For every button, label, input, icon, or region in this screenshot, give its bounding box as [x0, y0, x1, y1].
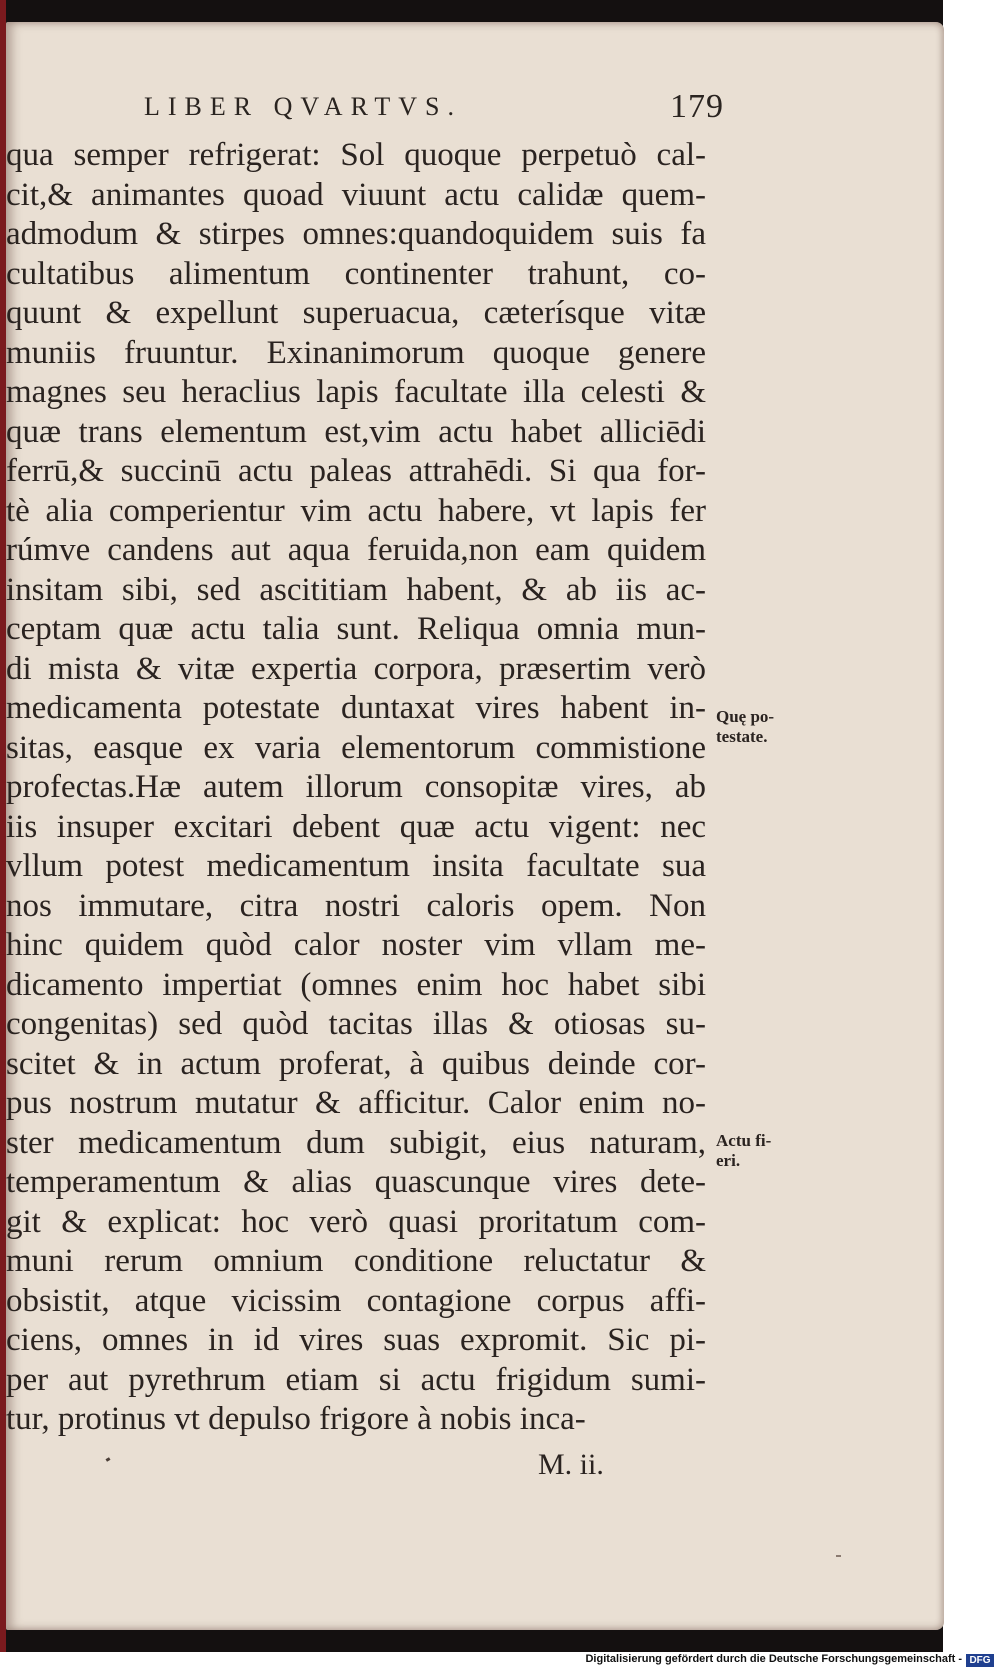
text-line: rúmve candens aut aqua feruida,non eam quidem	[6, 532, 706, 568]
text-line: ster medicamentum dum subigit, eius naturam,	[6, 1124, 706, 1161]
dfg-logo-badge: DFG	[966, 1654, 994, 1667]
text-line: per aut pyrethrum etiam si actu frigidum sumi-	[6, 1361, 706, 1398]
funding-notice: Digitalisierung gefördert durch die Deutsche Forschungsgemeinschaft -	[585, 1653, 962, 1665]
text-line: muniis fruuntur. Exinanimorum quoque genere	[6, 334, 706, 371]
text-line: tè alia comperientur vim actu habere, vt lapis fer	[6, 492, 706, 529]
text-line: admodum & stirpes omnes:quandoquidem suis fa	[6, 216, 706, 252]
marginal-note	[716, 1131, 771, 1171]
text-line: ferrū,& succinū actu paleas attrahēdi. Si qua for-	[6, 453, 706, 489]
text-line: muni rerum omnium conditione reluctatur &	[6, 1243, 706, 1279]
text-line: qua semper refrigerat: Sol quoque perpetuò cal-	[6, 137, 706, 173]
text-line: congenitas) sed quòd tacitas illas & otiosas su-	[6, 1006, 706, 1042]
text-line: profectas.Hæ autem illorum consopitæ vires, ab	[6, 769, 706, 805]
text-line: medicamenta potestate duntaxat vires habent in-	[6, 690, 706, 726]
text-line: hinc quidem quòd calor noster vim vllam me-	[6, 927, 706, 963]
text-line: dicamento impertiat (omnes enim hoc habet sibi	[6, 966, 706, 1003]
text-line: ceptam quæ actu talia sunt. Reliqua omnia mun-	[6, 611, 706, 647]
text-line: pus nostrum mutatur & afficitur. Calor enim no-	[6, 1085, 706, 1121]
marginal-note-line: Actu fi-	[716, 1131, 772, 1150]
text-line: vllum potest medicamentum insita facultate sua	[6, 848, 706, 884]
ink-speck	[836, 1555, 841, 1557]
text-line: quunt & expellunt superuacua, cæterísque vitæ	[6, 295, 706, 331]
text-line: di mista & vitæ expertia corpora, præsertim verò	[6, 650, 706, 687]
text-line: sitas, easque ex varia elementorum commistione	[6, 729, 706, 766]
text-line: insitam sibi, sed ascititiam habent, & ab iis ac-	[6, 571, 706, 608]
text-line: cit,& animantes quoad viuunt actu calidæ quem-	[6, 176, 706, 213]
text-line: tur, protinus vt depulso frigore à nobis inca-	[6, 1401, 586, 1437]
page-header	[144, 88, 724, 132]
text-line: iis insuper excitari debent quæ actu vigent: nec	[6, 808, 706, 845]
text-line: obsistit, atque vicissim contagione corpus affi-	[6, 1282, 706, 1319]
text-line: scitet & in actum proferat, à quibus deinde cor-	[6, 1045, 706, 1082]
text-line: ciens, omnes in id vires suas expromit. Sic pi-	[6, 1322, 706, 1358]
footer-bar	[0, 1652, 1000, 1670]
running-title: LIBER QVARTVS.	[144, 92, 462, 121]
page-number: 179	[670, 88, 724, 125]
marginal-note	[716, 707, 774, 747]
marginal-note-line: testate.	[716, 727, 768, 746]
marginal-note-line: Quę po-	[716, 707, 775, 726]
marginal-note-line: eri.	[716, 1151, 741, 1170]
text-line: git & explicat: hoc verò quasi proritatum com-	[6, 1203, 706, 1240]
signature-mark: M. ii.	[538, 1448, 604, 1481]
text-line: temperamentum & alias quascunque vires dete-	[6, 1164, 706, 1200]
text-line: quæ trans elementum est,vim actu habet alliciēdi	[6, 413, 706, 450]
text-line: magnes seu heraclius lapis facultate illa celesti &	[6, 374, 706, 410]
text-line: cultatibus alimentum continenter trahunt, co-	[6, 255, 706, 292]
text-line: nos immutare, citra nostri caloris opem. Non	[6, 887, 706, 924]
body-text-block	[6, 136, 706, 1440]
